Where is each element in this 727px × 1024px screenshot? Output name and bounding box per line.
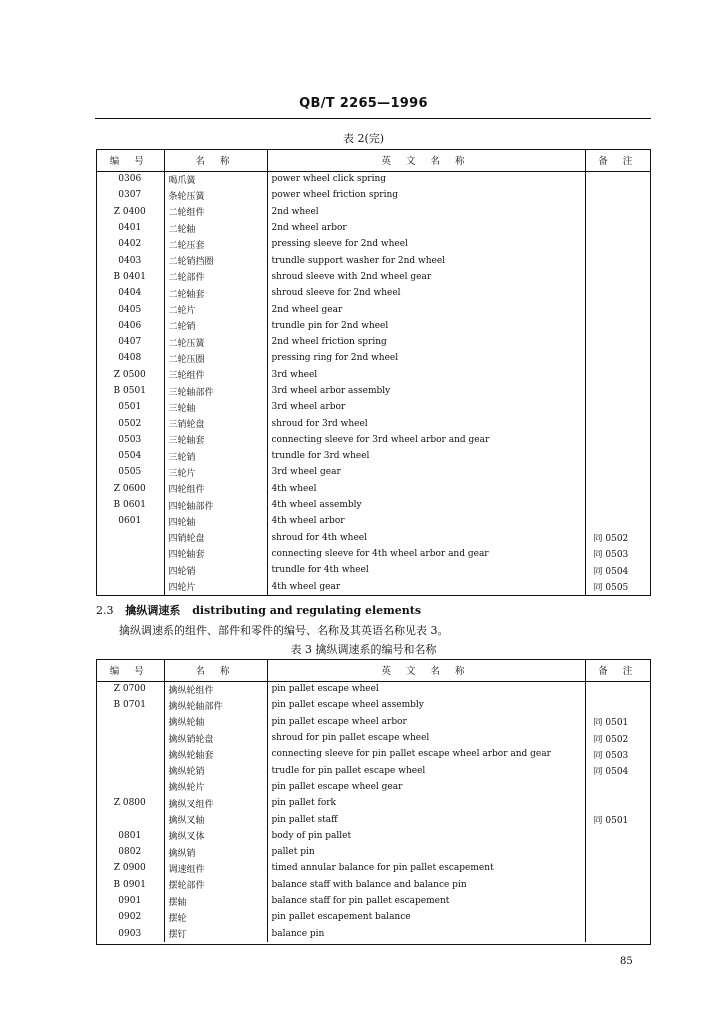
- table-row: [96, 877, 651, 893]
- row-code: 0403: [96, 252, 164, 268]
- table3-header-english: 英 文 名 称: [267, 659, 585, 681]
- row-note: [585, 877, 651, 893]
- row-code: 0802: [96, 844, 164, 860]
- row-name-zh: 四轮组件: [164, 481, 267, 497]
- row-name-zh: 三轮轴套: [164, 432, 267, 448]
- row-code: [96, 530, 164, 546]
- row-code: 0505: [96, 464, 164, 480]
- row-name-zh: 摆轴: [164, 893, 267, 909]
- table-row: [96, 746, 651, 762]
- row-code: 0401: [96, 220, 164, 236]
- table-row: [96, 367, 651, 383]
- row-note: 同 0501: [593, 718, 629, 729]
- row-code: [96, 546, 164, 562]
- row-note: [585, 909, 651, 925]
- table3-caption: 表 3 擒纵调速系的编号和名称: [290, 643, 437, 656]
- table3-header-note: 备 注: [585, 659, 651, 681]
- row-name-en: 2nd wheel arbor: [267, 220, 585, 236]
- row-code: B 0601: [96, 497, 164, 513]
- row-name-en: pin pallet escapement balance: [267, 909, 585, 925]
- row-note: 同 0502: [593, 734, 629, 745]
- table-row: [96, 204, 651, 220]
- row-name-en: trundle support washer for 2nd wheel: [267, 252, 585, 268]
- row-code: 0902: [96, 909, 164, 925]
- row-note: [585, 925, 651, 941]
- row-name-zh: 二轮轴: [164, 220, 267, 236]
- table3-header-name: 名 称: [164, 659, 267, 681]
- row-note: [585, 301, 651, 317]
- row-name-zh: 条轮压簧: [164, 187, 267, 203]
- row-note: [585, 350, 651, 366]
- row-code: [96, 714, 164, 730]
- row-name-en: connecting sleeve for 3rd wheel arbor and gear: [267, 432, 585, 448]
- table3-header-code: 编 号: [96, 659, 164, 681]
- row-name-zh: 二轮销: [164, 318, 267, 334]
- row-name-en: connecting sleeve for 4th wheel arbor and gear: [267, 546, 585, 562]
- row-note: [585, 187, 651, 203]
- table-row: [96, 334, 651, 350]
- table2-header-name: 名 称: [164, 149, 267, 171]
- row-note: 同 0501: [593, 816, 629, 827]
- table-row: [96, 697, 651, 713]
- section-title-en: distributing and regulating elements: [192, 604, 422, 617]
- table-row: [96, 578, 651, 594]
- row-name-zh: 三销轮盘: [164, 415, 267, 431]
- table-row: [96, 828, 651, 844]
- row-code: 0901: [96, 893, 164, 909]
- table-row: [96, 269, 651, 285]
- row-note: [585, 795, 651, 811]
- row-name-en: 4th wheel arbor: [267, 513, 585, 529]
- row-note: 同 0503: [593, 750, 629, 761]
- table-row: [96, 860, 651, 876]
- row-code: [96, 762, 164, 778]
- row-code: [96, 779, 164, 795]
- row-name-zh: 二轮轴套: [164, 285, 267, 301]
- row-name-zh: 四轮轴套: [164, 546, 267, 562]
- row-name-en: 4th wheel: [267, 481, 585, 497]
- table-row: [96, 893, 651, 909]
- row-name-zh: 喝爪簧: [164, 171, 267, 187]
- row-name-zh: 擒纵轮片: [164, 779, 267, 795]
- table-row: [96, 236, 651, 252]
- row-code: B 0901: [96, 877, 164, 893]
- row-name-zh: 二轮部件: [164, 269, 267, 285]
- table-row: [96, 187, 651, 203]
- table-row: [96, 546, 651, 562]
- row-note: [585, 318, 651, 334]
- row-name-en: 3rd wheel arbor: [267, 399, 585, 415]
- row-name-en: 2nd wheel gear: [267, 301, 585, 317]
- table-row: [96, 399, 651, 415]
- row-name-zh: 调速组件: [164, 860, 267, 876]
- row-note: [585, 383, 651, 399]
- row-name-en: connecting sleeve for pin pallet escape wheel arbor and gear: [267, 746, 585, 762]
- row-name-en: body of pin pallet: [267, 828, 585, 844]
- row-name-zh: 二轮压圈: [164, 350, 267, 366]
- table-row: [96, 681, 651, 697]
- row-note: [585, 432, 651, 448]
- table-row: [96, 171, 651, 187]
- table2-caption: 表 2(完): [342, 132, 385, 145]
- row-name-zh: 二轮压套: [164, 236, 267, 252]
- table-row: [96, 714, 651, 730]
- row-name-zh: 三轮轴: [164, 399, 267, 415]
- row-name-en: 3rd wheel: [267, 367, 585, 383]
- row-name-en: 4th wheel gear: [267, 578, 585, 594]
- row-code: Z 0400: [96, 204, 164, 220]
- row-name-en: 2nd wheel friction spring: [267, 334, 585, 350]
- table-row: [96, 448, 651, 464]
- row-code: 0407: [96, 334, 164, 350]
- row-name-en: balance staff for pin pallet escapement: [267, 893, 585, 909]
- table2: [96, 149, 651, 595]
- row-name-en: 2nd wheel: [267, 204, 585, 220]
- row-note: [585, 497, 651, 513]
- row-name-en: pin pallet escape wheel assembly: [267, 697, 585, 713]
- page-number: 85: [620, 956, 633, 967]
- row-code: [96, 746, 164, 762]
- table-row: [96, 925, 651, 941]
- table-row: [96, 415, 651, 431]
- row-name-en: power wheel click spring: [267, 171, 585, 187]
- row-note: [585, 893, 651, 909]
- row-name-zh: 摆钉: [164, 925, 267, 941]
- row-name-en: 3rd wheel arbor assembly: [267, 383, 585, 399]
- row-name-zh: 擒纵轮轴部件: [164, 697, 267, 713]
- row-name-en: balance staff with balance and balance pin: [267, 877, 585, 893]
- row-code: 0405: [96, 301, 164, 317]
- table-row: [96, 432, 651, 448]
- row-code: 0406: [96, 318, 164, 334]
- row-name-en: trudle for pin pallet escape wheel: [267, 762, 585, 778]
- row-name-en: shroud for 4th wheel: [267, 530, 585, 546]
- row-note: [585, 252, 651, 268]
- row-note: [585, 220, 651, 236]
- row-code: B 0701: [96, 697, 164, 713]
- row-note: [585, 828, 651, 844]
- row-name-zh: 擒纵轮销: [164, 762, 267, 778]
- row-code: Z 0900: [96, 860, 164, 876]
- row-note: [585, 779, 651, 795]
- row-name-zh: 二轮组件: [164, 204, 267, 220]
- row-code: Z 0700: [96, 681, 164, 697]
- table2-header-note: 备 注: [585, 149, 651, 171]
- table-row: [96, 318, 651, 334]
- row-name-zh: 四销轮盘: [164, 530, 267, 546]
- row-code: 0503: [96, 432, 164, 448]
- standard-code: QB/T 2265—1996: [299, 96, 428, 111]
- table-row: [96, 481, 651, 497]
- row-name-zh: 擒纵叉轴: [164, 811, 267, 827]
- row-name-en: shroud sleeve with 2nd wheel gear: [267, 269, 585, 285]
- row-name-zh: 摆轮部件: [164, 877, 267, 893]
- row-note: [585, 464, 651, 480]
- row-code: [96, 730, 164, 746]
- row-name-zh: 三轮轴部件: [164, 383, 267, 399]
- row-name-en: pin pallet escape wheel arbor: [267, 714, 585, 730]
- row-name-zh: 二轮销挡圈: [164, 252, 267, 268]
- row-note: 同 0504: [593, 767, 629, 778]
- row-name-zh: 擒纵轮组件: [164, 681, 267, 697]
- row-name-zh: 擒纵销: [164, 844, 267, 860]
- table3: [96, 659, 651, 942]
- row-name-zh: 擒纵叉组件: [164, 795, 267, 811]
- row-code: 0502: [96, 415, 164, 431]
- table-row: [96, 464, 651, 480]
- row-name-en: 4th wheel assembly: [267, 497, 585, 513]
- row-note: 同 0504: [593, 566, 629, 577]
- table-row: [96, 762, 651, 778]
- row-name-en: shroud for 3rd wheel: [267, 415, 585, 431]
- row-note: [585, 681, 651, 697]
- section-title-zh: 擒纵调速系: [125, 604, 181, 617]
- row-note: 同 0503: [593, 550, 629, 561]
- table-row: [96, 350, 651, 366]
- row-name-zh: 四轮销: [164, 562, 267, 578]
- row-name-en: pressing sleeve for 2nd wheel: [267, 236, 585, 252]
- row-note: [585, 860, 651, 876]
- row-code: 0903: [96, 925, 164, 941]
- row-note: [585, 236, 651, 252]
- table-row: [96, 844, 651, 860]
- row-code: 0601: [96, 513, 164, 529]
- row-note: [585, 513, 651, 529]
- row-code: 0501: [96, 399, 164, 415]
- row-name-en: shroud sleeve for 2nd wheel: [267, 285, 585, 301]
- row-note: [585, 697, 651, 713]
- row-code: 0408: [96, 350, 164, 366]
- table-row: [96, 562, 651, 578]
- section-number: 2.3: [96, 604, 114, 617]
- row-note: [585, 481, 651, 497]
- table-row: [96, 220, 651, 236]
- row-name-zh: 四轮轴: [164, 513, 267, 529]
- row-name-zh: 三轮销: [164, 448, 267, 464]
- table-row: [96, 301, 651, 317]
- row-code: 0402: [96, 236, 164, 252]
- row-name-zh: 擒纵轮轴套: [164, 746, 267, 762]
- table-row: [96, 252, 651, 268]
- row-name-en: timed annular balance for pin pallet escapement: [267, 860, 585, 876]
- row-note: 同 0502: [593, 534, 629, 545]
- row-name-zh: 擒纵销轮盘: [164, 730, 267, 746]
- row-code: Z 0800: [96, 795, 164, 811]
- table2-header-code: 编 号: [96, 149, 164, 171]
- table-row: [96, 779, 651, 795]
- row-name-en: pin pallet escape wheel gear: [267, 779, 585, 795]
- row-note: [585, 399, 651, 415]
- row-name-zh: 三轮组件: [164, 367, 267, 383]
- row-name-en: shroud for pin pallet escape wheel: [267, 730, 585, 746]
- row-name-en: pin pallet staff: [267, 811, 585, 827]
- row-name-zh: 二轮片: [164, 301, 267, 317]
- row-name-en: power wheel friction spring: [267, 187, 585, 203]
- row-code: [96, 811, 164, 827]
- row-code: 0504: [96, 448, 164, 464]
- row-name-en: pressing ring for 2nd wheel: [267, 350, 585, 366]
- row-name-zh: 四轮轴部件: [164, 497, 267, 513]
- table-row: [96, 730, 651, 746]
- row-name-en: 3rd wheel gear: [267, 464, 585, 480]
- table-row: [96, 909, 651, 925]
- row-code: [96, 562, 164, 578]
- row-code: 0404: [96, 285, 164, 301]
- row-name-zh: 擒纵轮轴: [164, 714, 267, 730]
- table-row: [96, 285, 651, 301]
- row-code: B 0401: [96, 269, 164, 285]
- row-name-en: trundle pin for 2nd wheel: [267, 318, 585, 334]
- row-name-zh: 二轮压簧: [164, 334, 267, 350]
- row-code: [96, 578, 164, 594]
- row-name-en: trundle for 3rd wheel: [267, 448, 585, 464]
- row-name-zh: 摆轮: [164, 909, 267, 925]
- row-note: [585, 204, 651, 220]
- row-code: B 0501: [96, 383, 164, 399]
- row-code: Z 0600: [96, 481, 164, 497]
- row-note: [585, 367, 651, 383]
- table2-header-english: 英 文 名 称: [267, 149, 585, 171]
- header-rule: [95, 118, 651, 119]
- section-paragraph: 擒纵调速系的组件、部件和零件的编号、名称及其英语名称见表 3。: [119, 624, 449, 637]
- row-name-zh: 擒纵叉体: [164, 828, 267, 844]
- row-code: 0307: [96, 187, 164, 203]
- table2-header-row: [96, 149, 651, 171]
- row-name-en: balance pin: [267, 925, 585, 941]
- row-note: [585, 171, 651, 187]
- row-note: [585, 448, 651, 464]
- section-heading: [96, 602, 421, 618]
- row-note: [585, 285, 651, 301]
- table-row: [96, 530, 651, 546]
- row-code: 0801: [96, 828, 164, 844]
- row-note: [585, 334, 651, 350]
- row-code: Z 0500: [96, 367, 164, 383]
- row-name-en: trundle for 4th wheel: [267, 562, 585, 578]
- row-name-zh: 三轮片: [164, 464, 267, 480]
- row-name-en: pin pallet fork: [267, 795, 585, 811]
- row-note: 同 0505: [593, 583, 629, 594]
- row-note: [585, 844, 651, 860]
- row-name-en: pallet pin: [267, 844, 585, 860]
- table-row: [96, 513, 651, 529]
- table-row: [96, 383, 651, 399]
- row-name-en: pin pallet escape wheel: [267, 681, 585, 697]
- row-code: 0306: [96, 171, 164, 187]
- table3-header-row: [96, 659, 651, 681]
- row-name-zh: 四轮片: [164, 578, 267, 594]
- table-row: [96, 497, 651, 513]
- table-row: [96, 795, 651, 811]
- row-note: [585, 269, 651, 285]
- row-note: [585, 415, 651, 431]
- table-row: [96, 811, 651, 827]
